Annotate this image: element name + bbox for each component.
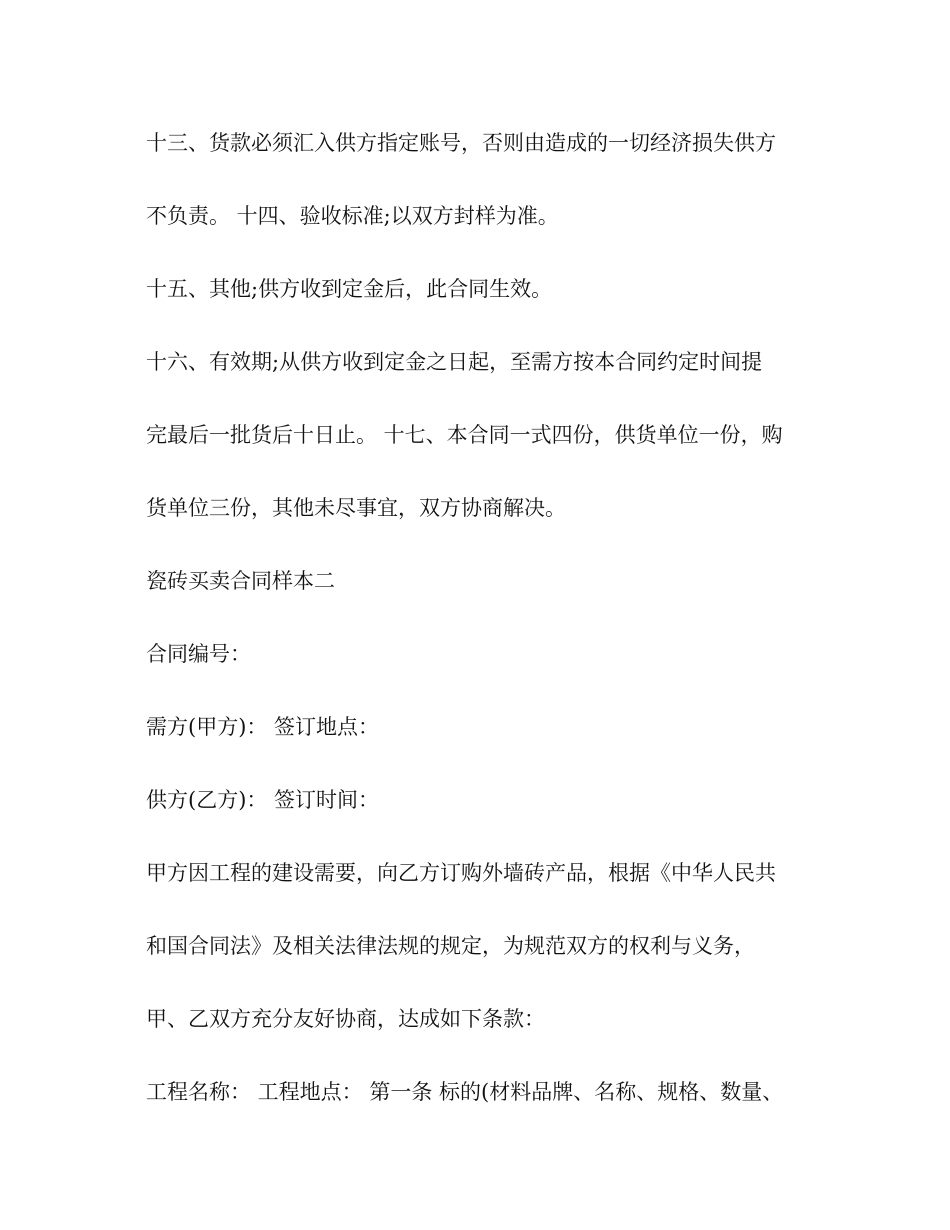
buyer-line: 需方(甲方)： 签订地点： (146, 715, 380, 739)
text-line-clause-16: 十六、有效期;从供方收到定金之日起，至需方按本合同约定时间提 (146, 350, 763, 374)
project-info-line: 工程名称： 工程地点： 第一条 标的(材料品牌、名称、规格、数量、 (146, 1080, 784, 1104)
text-line-clause-14: 不负责。 十四、验收标准;以双方封样为准。 (146, 204, 559, 228)
contract-number-line: 合同编号： (146, 642, 251, 666)
seller-line: 供方(乙方)： 签订时间： (146, 788, 380, 812)
section-title: 瓷砖买卖合同样本二 (146, 569, 335, 593)
text-line-clause-13: 十三、货款必须汇入供方指定账号，否则由造成的一切经济损失供方 (146, 131, 776, 155)
preamble-line-1: 甲方因工程的建设需要，向乙方订购外墙砖产品，根据《中华人民共 (146, 861, 776, 885)
text-line-clause-17-cont: 货单位三份，其他未尽事宜，双方协商解决。 (146, 496, 566, 520)
text-line-clause-15: 十五、其他;供方收到定金后，此合同生效。 (146, 277, 553, 301)
preamble-line-3: 甲、乙双方充分友好协商，达成如下条款： (146, 1007, 545, 1031)
text-line-clause-17: 完最后一批货后十日止。 十七、本合同一式四份，供货单位一份，购 (146, 423, 783, 447)
preamble-line-2: 和国合同法》及相关法律法规的规定，为规范双方的权利与义务， (146, 934, 755, 958)
